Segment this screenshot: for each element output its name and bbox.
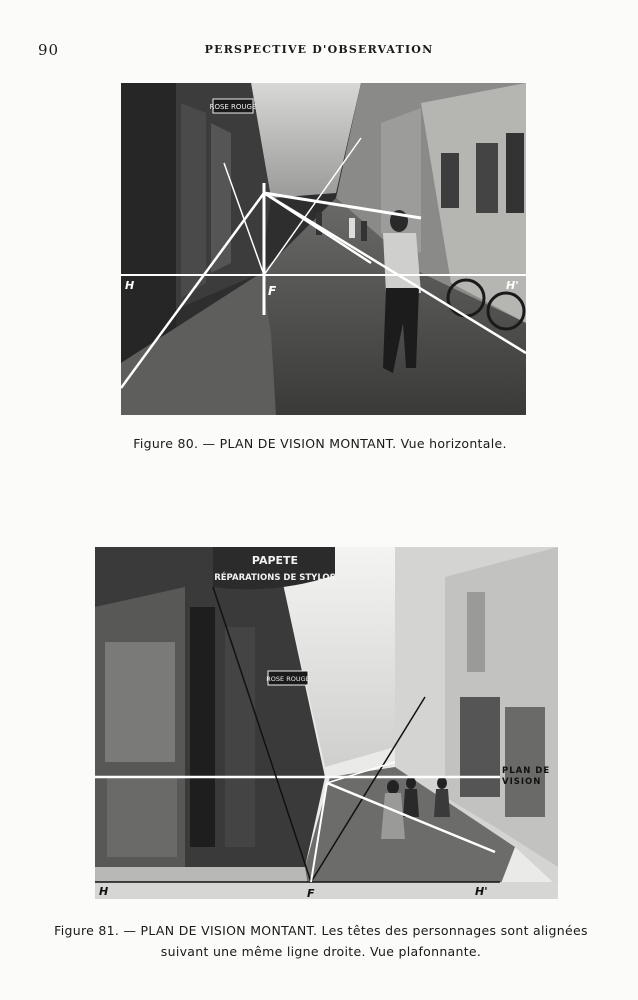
- figure-81-caption-line2: suivant une même ligne droite. Vue plafonnante.: [160, 944, 482, 959]
- papeterie-sign: PAPETE: [251, 554, 299, 567]
- plan-de-vision-label: [502, 766, 550, 788]
- figure-80-street-scene: [121, 83, 526, 415]
- running-title: PERSPECTIVE D'OBSERVATION: [204, 43, 434, 56]
- figure-80-label-h-prime: H': [506, 279, 519, 292]
- page-number: 90: [38, 41, 60, 59]
- figure-80-label-f: F: [268, 284, 277, 298]
- rose-rouge-sign: ROSE ROUGE: [209, 103, 257, 111]
- figure-81-label-f: F: [307, 887, 315, 899]
- figure-81-rose-rouge-sign: ROSE ROUGE: [266, 675, 310, 683]
- plan-de-vision-label-line2: VISION: [502, 777, 542, 787]
- figure-81-caption-line1: Figure 81. — PLAN DE VISION MONTANT. Les têtes des personnages sont alignées: [54, 923, 588, 938]
- figure-80-caption: Figure 80. — PLAN DE VISION MONTANT. Vue horizontale.: [133, 436, 507, 451]
- figure-81-photo: [95, 547, 558, 899]
- figure-80-label-h: H: [125, 279, 135, 292]
- figure-81-street-scene: [95, 547, 558, 899]
- plan-de-vision-label-line1: PLAN DE: [502, 766, 551, 776]
- figure-81-caption: [24, 920, 618, 962]
- reparations-sign: RÉPARATIONS DE STYLOS: [214, 573, 336, 583]
- figure-80-photo: [121, 83, 526, 415]
- figure-81-label-h-prime: H': [475, 885, 488, 898]
- figure-81-label-h: H: [99, 885, 109, 898]
